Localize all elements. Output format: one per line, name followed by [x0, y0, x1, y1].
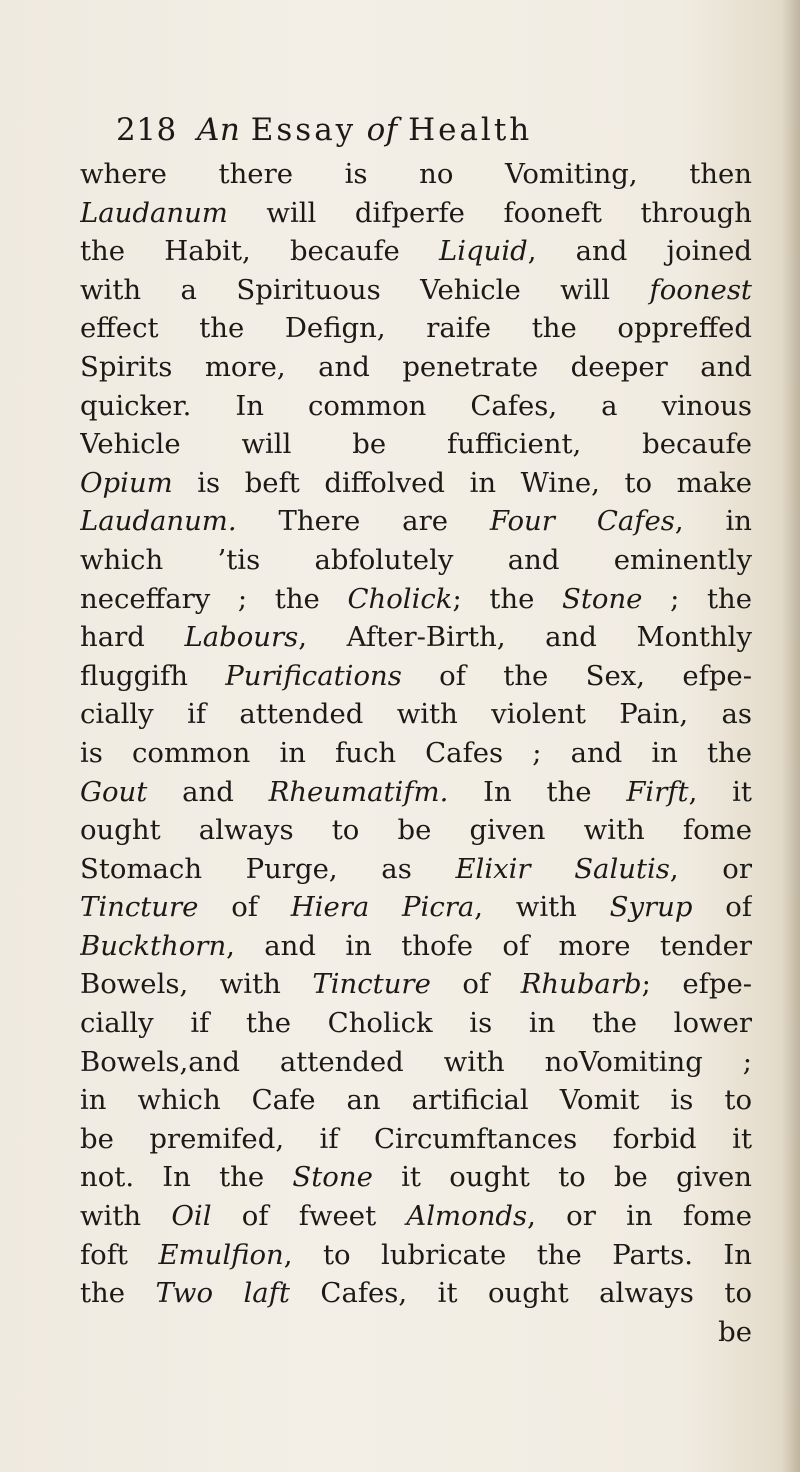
text-run: , After-Birth, and Monthly — [298, 621, 752, 654]
italic-text: Firft — [626, 775, 689, 808]
italic-text: Buckthorn — [80, 929, 227, 962]
italic-text: Elixir Salutis — [455, 852, 670, 885]
italic-text: Oil — [171, 1200, 212, 1233]
italic-text: Opium — [80, 466, 173, 499]
text-run: is beft diffolved in Wine, to make — [172, 466, 752, 499]
italic-text: Two laft — [155, 1277, 290, 1310]
text-line — [80, 425, 752, 464]
text-line — [80, 811, 752, 850]
text-line — [80, 232, 752, 271]
running-header — [116, 106, 676, 154]
italic-text: Laudanum — [80, 196, 228, 229]
text-run: of — [692, 891, 752, 924]
header-word-health: Health — [408, 112, 533, 148]
text-run: , in — [674, 505, 752, 538]
text-line — [80, 1236, 752, 1275]
text-run: Spirits more, and penetrate deeper and — [80, 350, 752, 383]
text-run: it ought to be given — [372, 1161, 752, 1194]
page-number: 218 — [116, 112, 177, 148]
text-run: not. In the — [80, 1161, 293, 1194]
text-run: which ’tis abfolutely and eminently — [80, 543, 752, 576]
italic-text: Almonds — [406, 1200, 528, 1233]
italic-text: Syrup — [609, 891, 693, 924]
text-run: ought always to be given with fome — [80, 814, 752, 847]
header-word-of: of — [366, 112, 398, 148]
text-run: be — [718, 1315, 752, 1348]
text-run: with — [80, 1200, 172, 1233]
italic-text: Gout — [80, 775, 148, 808]
italic-text: Liquid — [438, 235, 528, 268]
italic-text: Stone — [562, 582, 643, 615]
text-run: , or in fome — [527, 1200, 752, 1233]
italic-text: Purifications — [225, 659, 402, 692]
text-run: cially if attended with violent Pain, as — [80, 698, 752, 731]
text-line — [80, 194, 752, 233]
header-word-essay: Essay — [250, 112, 357, 148]
text-run: Stomach Purge, as — [80, 852, 456, 885]
text-line — [80, 1081, 752, 1120]
text-line — [80, 387, 752, 426]
text-line — [80, 1158, 752, 1197]
text-line — [80, 1197, 752, 1236]
text-run: of — [430, 968, 521, 1001]
text-run: Bowels,and attended with noVomiting ; — [80, 1045, 752, 1078]
text-line — [80, 309, 752, 348]
text-run: , it — [688, 775, 752, 808]
text-run: Vehicle will be fufficient, becaufe — [80, 428, 752, 461]
italic-text: Labours — [184, 621, 299, 654]
text-run: Cafes, it ought always to — [289, 1277, 752, 1310]
text-run: Bowels, with — [80, 968, 313, 1001]
italic-text: Cholick — [347, 582, 453, 615]
text-run: effect the Defign, raife the oppreffed — [80, 312, 752, 345]
text-run: ; the — [452, 582, 562, 615]
text-run: be premifed, if Circumftances forbid it — [80, 1122, 752, 1155]
text-line — [80, 1043, 752, 1082]
text-run: of fweet — [211, 1200, 407, 1233]
italic-text: Emulfion — [158, 1238, 284, 1271]
text-run: of the Sex, efpe- — [401, 659, 752, 692]
text-line — [80, 850, 752, 889]
text-run: foft — [80, 1238, 159, 1271]
text-run: There are — [236, 505, 490, 538]
text-run: , with — [474, 891, 610, 924]
body-text — [80, 155, 752, 1351]
italic-text: Rheumatifm. — [268, 775, 449, 808]
text-line — [80, 1274, 752, 1313]
text-line — [80, 348, 752, 387]
text-run: , to lubricate the Parts. In — [283, 1238, 752, 1271]
text-run: , and joined — [527, 235, 752, 268]
text-line — [80, 271, 752, 310]
italic-text: Hiera Picra — [290, 891, 475, 924]
text-run: ; efpe- — [641, 968, 752, 1001]
text-line — [80, 464, 752, 503]
text-line — [80, 502, 752, 541]
italic-text: Tincture — [80, 891, 199, 924]
text-run: fluggifh — [80, 659, 226, 692]
text-line — [80, 541, 752, 580]
text-run: , or — [669, 852, 752, 885]
text-line — [80, 618, 752, 657]
italic-text: Tincture — [312, 968, 431, 1001]
text-line — [80, 927, 752, 966]
text-line — [80, 1120, 752, 1159]
text-run: cially if the Cholick is in the lower — [80, 1007, 752, 1040]
header-word-an: An — [197, 112, 241, 148]
text-run: of — [198, 891, 291, 924]
text-run: with a Spirituous Vehicle will — [80, 273, 650, 306]
italic-text: Laudanum. — [80, 505, 237, 538]
text-run: , and in thofe of more tender — [226, 929, 752, 962]
text-line — [80, 1313, 752, 1352]
text-run: and — [147, 775, 269, 808]
text-line — [80, 1004, 752, 1043]
text-line — [80, 888, 752, 927]
text-line — [80, 773, 752, 812]
text-line — [80, 155, 752, 194]
text-run: neceffary ; the — [80, 582, 348, 615]
text-line — [80, 657, 752, 696]
text-run: where there is no Vomiting, then — [80, 158, 752, 190]
text-line — [80, 695, 752, 734]
text-run: quicker. In common Cafes, a vinous — [80, 389, 752, 422]
italic-text: Stone — [292, 1161, 373, 1194]
italic-text: Four Cafes — [489, 505, 675, 538]
text-run: will difperfe fooneft through — [227, 196, 752, 229]
text-run: hard — [80, 621, 185, 654]
text-run: ; the — [642, 582, 752, 615]
text-run: in which Cafe an artificial Vomit is to — [80, 1084, 752, 1117]
text-run: In the — [448, 775, 627, 808]
text-run: the Habit, becaufe — [80, 235, 439, 268]
text-line — [80, 734, 752, 773]
text-run: the — [80, 1277, 156, 1310]
italic-text: Rhubarb — [520, 968, 642, 1001]
italic-text: foonest — [649, 273, 752, 306]
text-line — [80, 965, 752, 1004]
text-line — [80, 580, 752, 619]
text-run: is common in fuch Cafes ; and in the — [80, 736, 752, 769]
page-edge-shadow — [782, 0, 800, 1472]
